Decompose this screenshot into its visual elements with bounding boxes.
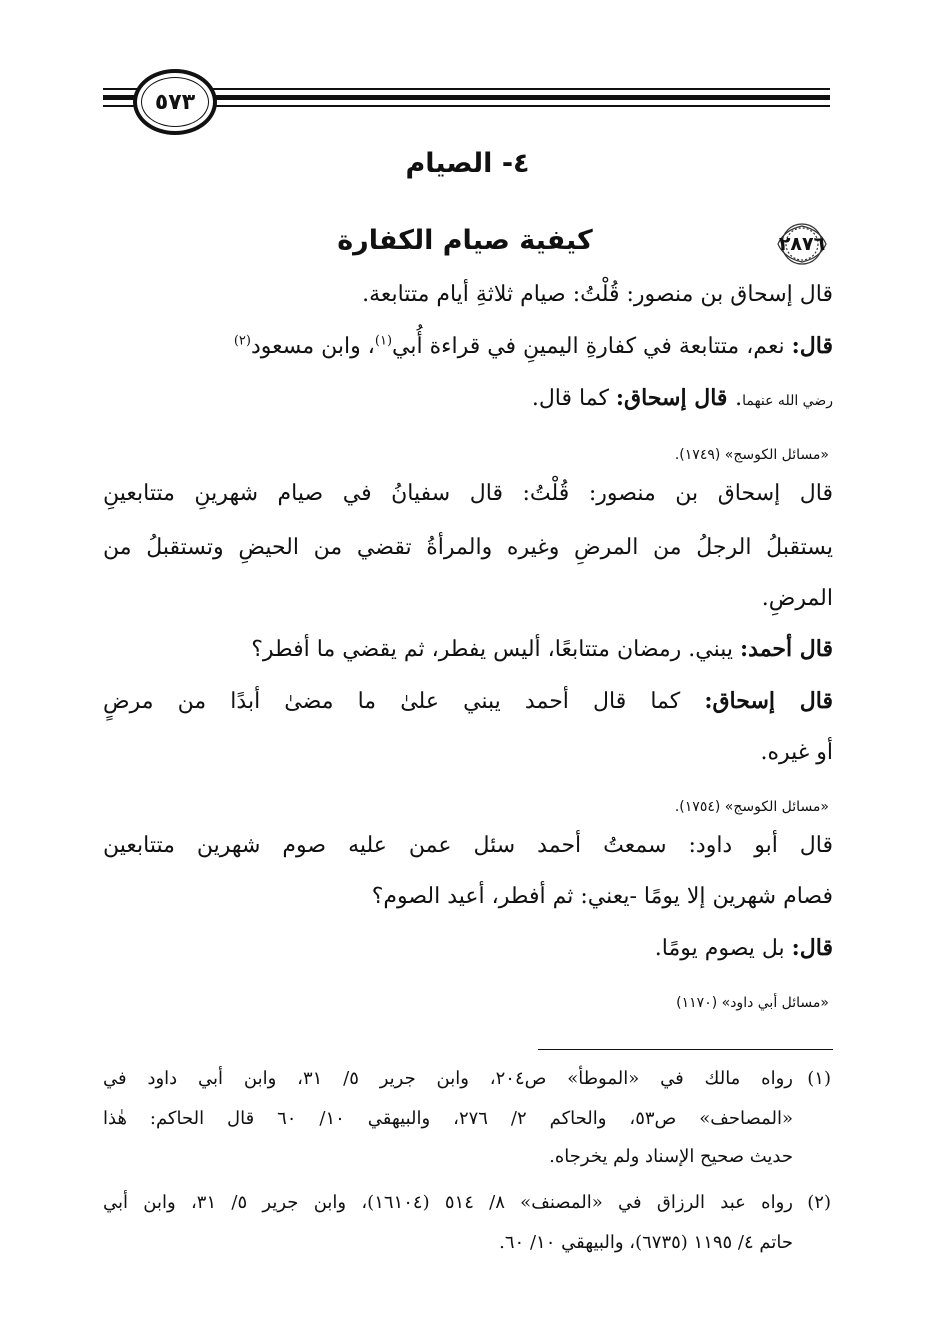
speaker-label: قال: <box>791 333 833 359</box>
text-line <box>103 535 833 561</box>
line-text: . <box>735 386 743 411</box>
line-text: بل يصوم يومًا. <box>654 936 792 961</box>
page-number-badge <box>133 69 217 135</box>
text-line <box>251 636 833 663</box>
footnote-separator <box>538 1049 833 1050</box>
line-text: قال إسحاق بن منصور: قُلْتُ: صيام ثلاثةِ أيام متتابعة. <box>362 282 833 307</box>
footnote-number: (٢) <box>807 1192 831 1213</box>
text-line <box>532 385 833 412</box>
footnote-line: «المصاحف» ص٥٣، والحاكم ٢/ ٢٧٦، والبيهقي ١٠/ ٦٠ قال الحاكم: هٰذا <box>103 1108 793 1129</box>
speaker-label: قال إسحاق: <box>704 688 833 714</box>
entry-number-badge <box>770 222 834 266</box>
line-text: المرضِ. <box>761 586 833 611</box>
line-text: نعم، متتابعة في كفارةِ اليمينِ في قراءة أُبي <box>392 334 792 359</box>
speaker-label: قال إسحاق: <box>615 385 736 411</box>
line-text: فصام شهرين إلا يومًا -يعني: ثم أفطر، أعيد الصوم؟ <box>371 884 833 909</box>
footnote-ref[interactable]: (١) <box>374 333 393 349</box>
line-text: قال إسحاق بن منصور: قُلْتُ: قال سفيانُ في صيام شهرينِ متتابعينِ <box>103 481 833 506</box>
footnote-line: رواه عبد الرزاق في «المصنف» ٨/ ٥١٤ (١٦١٠٤)، وابن جرير ٥/ ٣١، وابن أبي <box>103 1192 793 1213</box>
source-citation: «مسائل الكوسج» (١٧٤٩). <box>674 447 829 463</box>
footnote-line: حاتم ٤/ ١١٩٥ (٦٧٣٥)، والبيهقي ١٠/ ٦٠. <box>499 1232 793 1253</box>
speaker-label: قال أحمد: <box>740 636 833 662</box>
line-text: ، وابن مسعود <box>250 334 375 359</box>
line-text: كما قال. <box>531 386 616 411</box>
footnote-line: حديث صحيح الإسناد ولم يخرجاه. <box>549 1146 793 1167</box>
text-line <box>103 481 833 507</box>
source-citation: «مسائل أبي داود» (١١٧٠) <box>676 995 829 1011</box>
footnote-ref[interactable]: (٢) <box>233 333 251 349</box>
entry-number: ٢٨٧٦ <box>778 233 826 255</box>
honorific-glyph: رضي الله عنهما <box>742 393 833 409</box>
line-text: كما قال أحمد يبني علىٰ ما مضىٰ أبدًا من مرضٍ <box>103 689 705 714</box>
line-text: يستقبلُ الرجلُ من المرضِ وغيره والمرأةُ تقضي من الحيضِ وتستقبلُ من <box>103 535 833 560</box>
source-citation: «مسائل الكوسج» (١٧٥٤). <box>674 799 829 815</box>
entry-title: كيفية صيام الكفارة <box>337 225 593 256</box>
text-line <box>103 688 833 715</box>
page-number: ٥٧٣ <box>154 89 196 115</box>
text-line <box>760 740 833 766</box>
footnote-number: (١) <box>807 1068 831 1089</box>
line-text: أو غيره. <box>760 740 833 765</box>
text-line <box>762 586 833 612</box>
line-text: قال أبو داود: سمعتُ أحمد سئل عمن عليه صوم شهرين متتابعين <box>103 833 833 858</box>
text-line <box>103 833 833 859</box>
line-text: يبني. رمضان متتابعًا، أليس يفطر، ثم يقضي ما أفطر؟ <box>251 637 741 662</box>
text-line <box>655 935 833 962</box>
text-line <box>372 884 833 910</box>
chapter-title: ٤- الصيام <box>405 148 530 179</box>
text-line <box>234 333 833 360</box>
page-number-oval <box>141 77 209 127</box>
footnote-line: رواه مالك في «الموطأ» ص٢٠٤، وابن جرير ٥/ ٣١، وابن أبي داود في <box>103 1068 793 1089</box>
speaker-label: قال: <box>791 935 833 961</box>
text-line <box>362 282 833 308</box>
